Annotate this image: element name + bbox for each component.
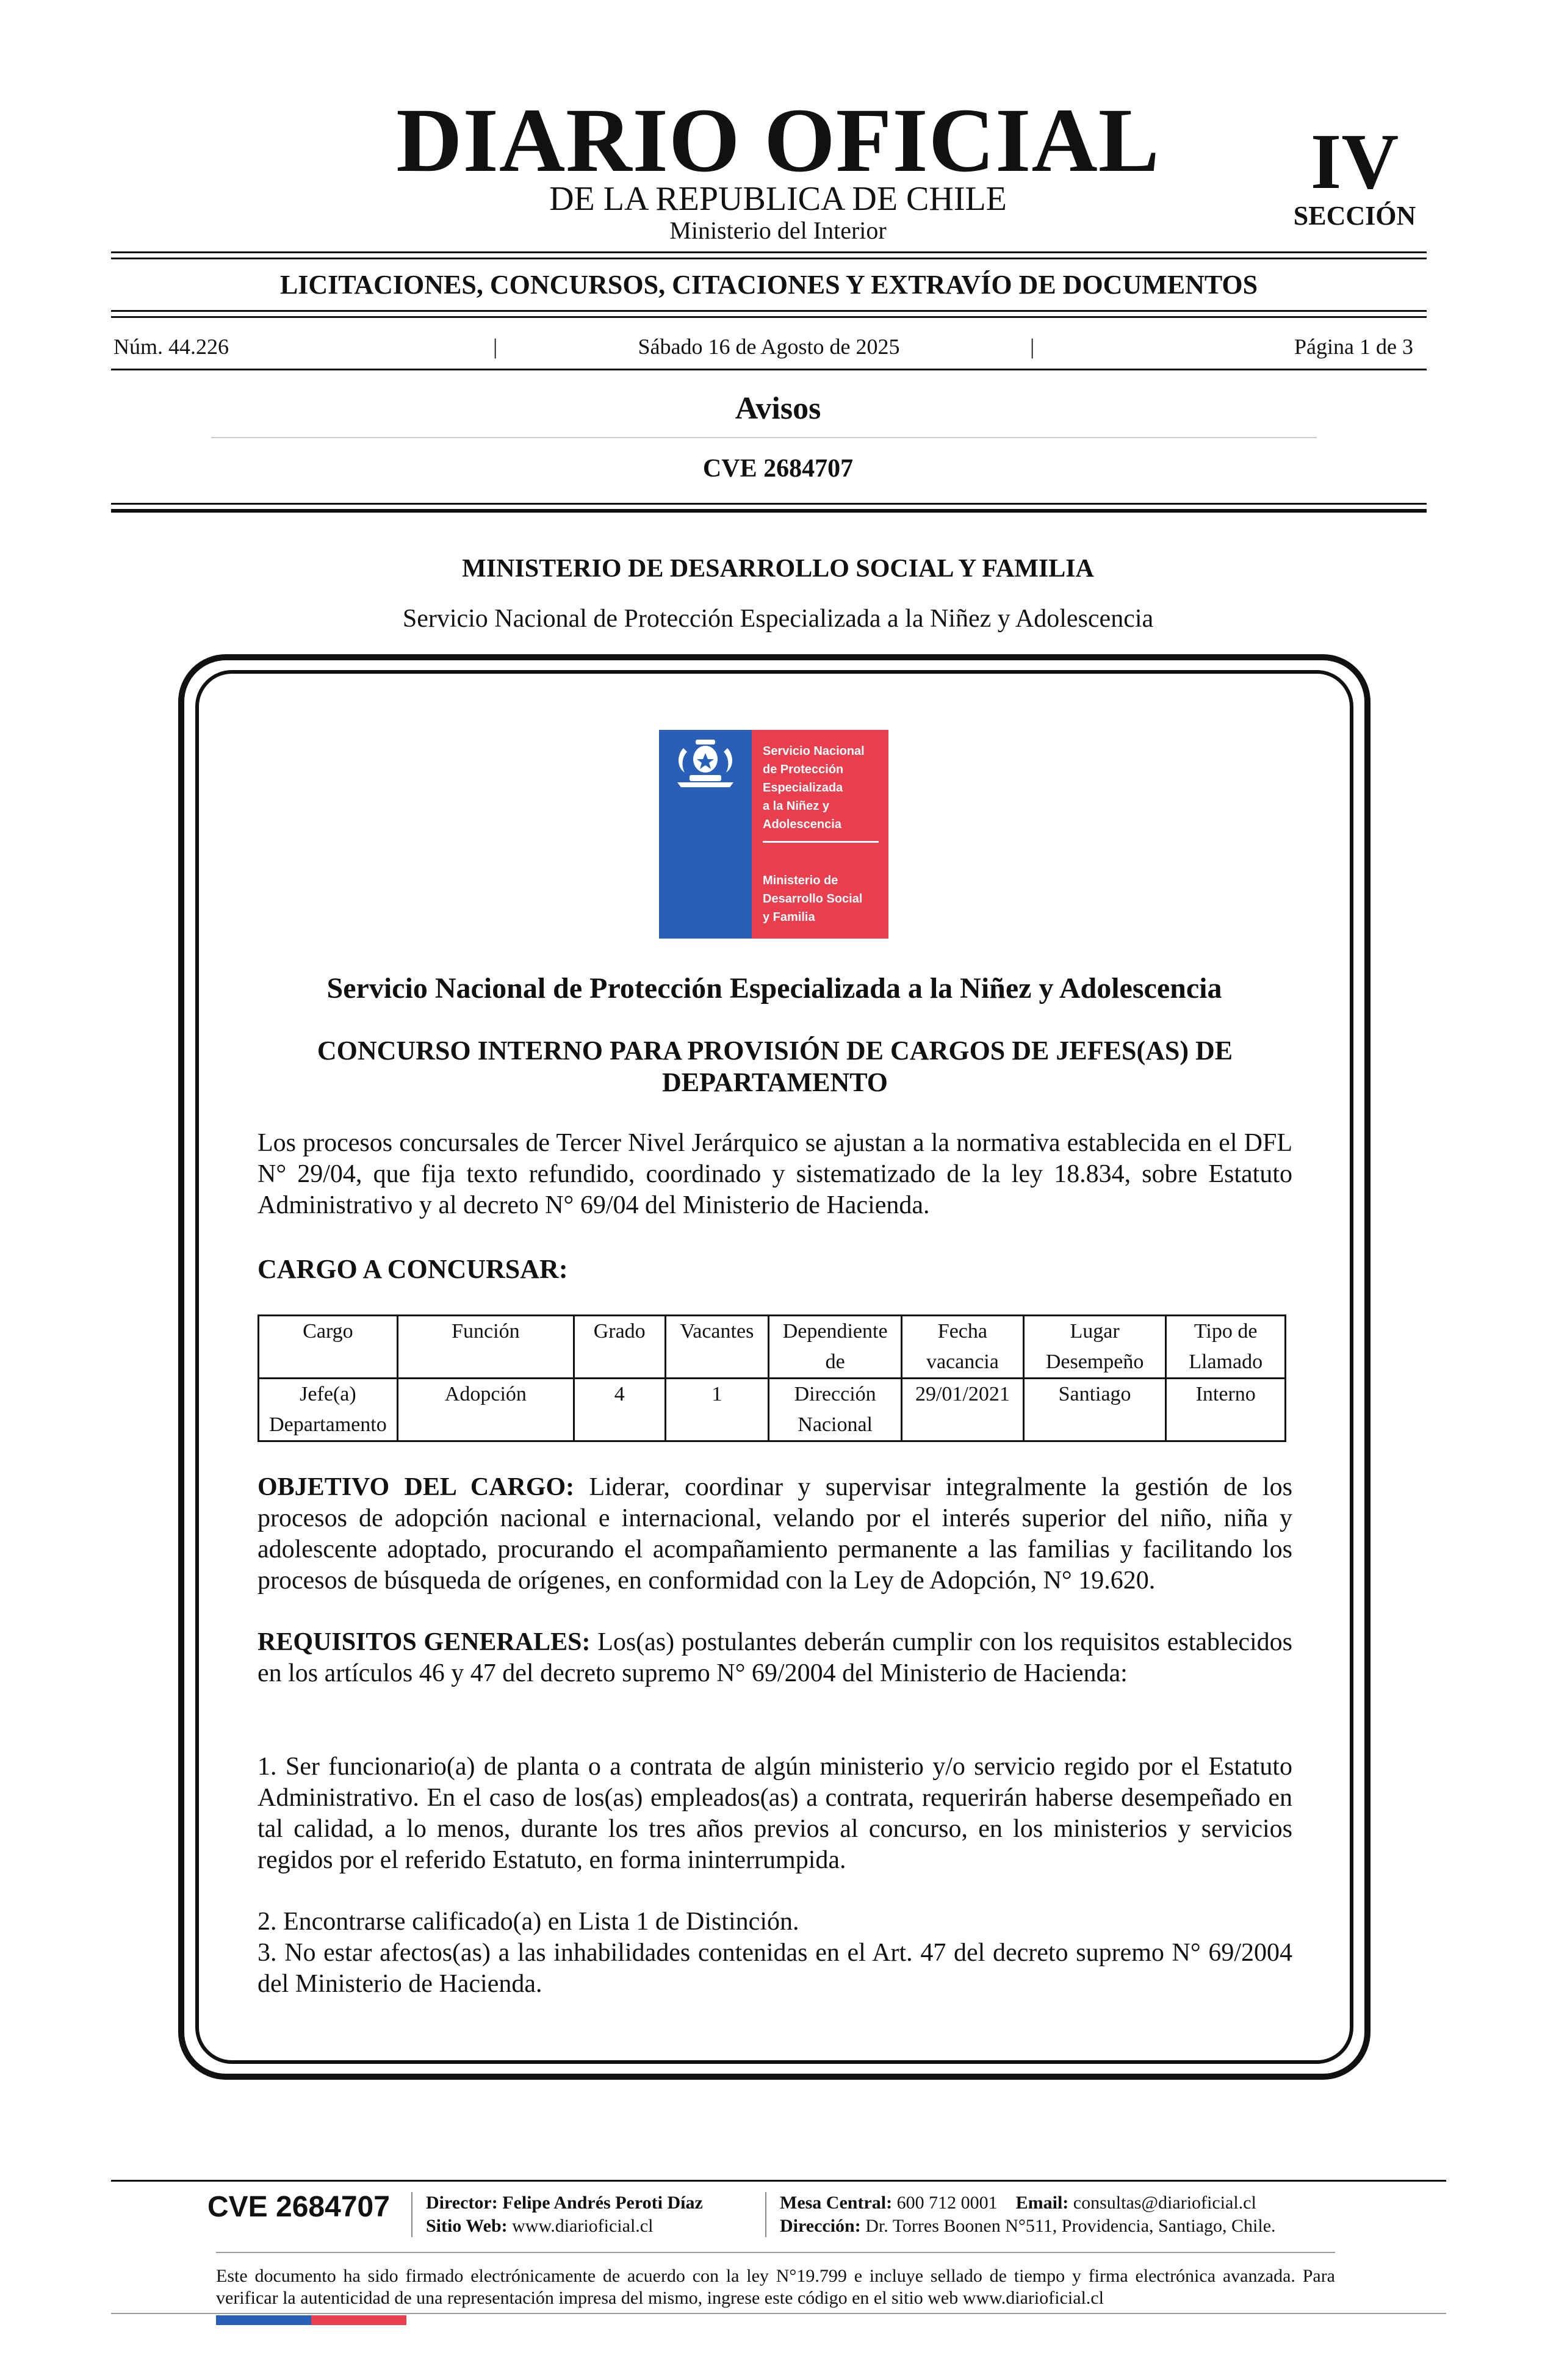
- divider: [211, 437, 1317, 438]
- footer-website: Sitio Web: www.diarioficial.cl: [426, 2216, 654, 2236]
- table-cell: 1: [665, 1379, 769, 1441]
- logo-text-line: a la Niñez y: [763, 799, 829, 813]
- logo-text-line: de Protección: [763, 763, 844, 776]
- table-header-cell: Vacantes: [665, 1316, 769, 1379]
- positions-table: [258, 1314, 1286, 1442]
- masthead-subtitle: DE LA REPUBLICA DE CHILE: [549, 180, 1007, 218]
- footer-director: Director: Felipe Andrés Peroti Díaz: [426, 2193, 703, 2213]
- chile-coat-of-arms-icon: [659, 730, 752, 809]
- logo-text-line: Ministerio de: [763, 874, 838, 887]
- issue-number: Núm. 44.226: [113, 334, 229, 359]
- objective-paragraph: [258, 1472, 1292, 1596]
- cargo-heading: CARGO A CONCURSAR:: [258, 1254, 568, 1284]
- divider: [111, 310, 1427, 312]
- divider: [111, 258, 1427, 259]
- footer-divider: [216, 2252, 1335, 2253]
- table-row: [259, 1379, 1286, 1441]
- table-cell: Dirección Nacional: [769, 1379, 902, 1441]
- footer-rule: [111, 2180, 1446, 2182]
- divider: [111, 503, 1427, 505]
- cve-code: CVE 2684707: [702, 455, 854, 483]
- flag-bar-red: [311, 2315, 406, 2325]
- logo-text-line: y Familia: [763, 911, 815, 924]
- notice-subtitle-line: DEPARTAMENTO: [661, 1067, 888, 1097]
- issue-separator: |: [493, 334, 498, 359]
- footer-address: Dirección: Dr. Torres Boonen N°511, Providencia, Santiago, Chile.: [780, 2216, 1276, 2236]
- footer-separator: [765, 2192, 766, 2237]
- requirements-paragraph: [258, 1627, 1292, 1689]
- footer-cve: CVE 2684707: [207, 2191, 390, 2223]
- logo-divider: [763, 841, 879, 843]
- table-header-cell: Fecha vacancia: [902, 1316, 1024, 1379]
- table-header-cell: Grado: [574, 1316, 665, 1379]
- footer-contact: Mesa Central: 600 712 0001 Email: consultas@diarioficial.cl: [780, 2193, 1256, 2213]
- logo-text-line: Desarrollo Social: [763, 892, 863, 906]
- requirement-item: 1. Ser funcionario(a) de planta o a contrata de algún ministerio y/o servicio regido por el Estatuto Administrativo. En el caso de los(as) empleados(as) a contrata, requerirán haberse desempeñado en tal calidad, a lo menos, durante los tres años previos al concurso, en los ministerios y servicios regidos por el referido Estatuto, en forma ininterrumpida.: [258, 1753, 1292, 1874]
- intro-paragraph: Los procesos concursales de Tercer Nivel Jerárquico se ajustan a la normativa establecida en el DFL N° 29/04, que fija texto refundido, coordinado y sistematizado de la ley 18.834, sobre Estatuto Administrativo y al decreto N° 69/04 del Ministerio de Hacienda.: [258, 1129, 1292, 1219]
- table-cell: Interno: [1166, 1379, 1286, 1441]
- notice-title: Servicio Nacional de Protección Especializada a la Niñez y Adolescencia: [326, 972, 1222, 1004]
- page-number: Página 1 de 3: [1294, 334, 1413, 359]
- requirements-text: Los(as) postulantes deberán cumplir con los requisitos establecidos en los artículos 46 y 47 del decreto supremo N° 69/2004 del Ministerio de Hacienda:: [258, 1628, 1292, 1687]
- table-cell: Jefe(a) Departamento: [259, 1379, 398, 1441]
- table-header-cell: Función: [397, 1316, 574, 1379]
- divider: [111, 316, 1427, 318]
- logo-text-line: Especializada: [763, 781, 843, 795]
- logo-text-line: Adolescencia: [763, 818, 841, 831]
- table-header-cell: Dependiente de: [769, 1316, 902, 1379]
- institution-logo: [659, 730, 888, 939]
- objective-label: OBJETIVO DEL CARGO:: [258, 1473, 575, 1501]
- issue-separator: |: [1030, 334, 1035, 359]
- service-name: Servicio Nacional de Protección Especializada a la Niñez y Adolescencia: [402, 605, 1154, 633]
- table-header-cell: Cargo: [259, 1316, 398, 1379]
- table-cell: Adopción: [397, 1379, 574, 1441]
- table-header-row: [259, 1316, 1286, 1379]
- table-header-cell: Lugar Desempeño: [1023, 1316, 1166, 1379]
- logo-text-line: Servicio Nacional: [763, 745, 865, 758]
- issue-date: Sábado 16 de Agosto de 2025: [638, 334, 900, 359]
- requirement-item: 3. No estar afectos(as) a las inhabilidades contenidas en el Art. 47 del decreto supremo N° 69/2004 del Ministerio de Hacienda.: [258, 1939, 1292, 1998]
- section-number: IV: [1310, 118, 1399, 206]
- flag-bar-blue: [216, 2315, 311, 2325]
- table-header-cell: Tipo de Llamado: [1166, 1316, 1286, 1379]
- section-label: SECCIÓN: [1293, 201, 1416, 231]
- masthead-ministry: Ministerio del Interior: [669, 217, 887, 244]
- notice-subtitle: [256, 1035, 1294, 1098]
- table-cell: 29/01/2021: [902, 1379, 1024, 1441]
- notice-subtitle-line: CONCURSO INTERNO PARA PROVISIÓN DE CARGOS DE JEFES(AS) DE: [317, 1036, 1233, 1066]
- ministry-name: MINISTERIO DE DESARROLLO SOCIAL Y FAMILIA: [462, 555, 1094, 583]
- divider: [111, 369, 1427, 370]
- divider: [111, 509, 1427, 513]
- table-cell: 4: [574, 1379, 665, 1441]
- requirement-item: 2. Encontrarse calificado(a) en Lista 1 de Distinción.: [258, 1908, 799, 1936]
- footer-separator: [411, 2192, 412, 2237]
- table-cell: Santiago: [1023, 1379, 1166, 1441]
- footer-disclaimer: Este documento ha sido firmado electrónicamente de acuerdo con la ley N°19.799 e incluye sellado de tiempo y firma electrónica avanzada. Para verificar la autenticidad de una representación impresa del mismo, ingrese este código en el sitio web www.diarioficial.cl: [216, 2266, 1335, 2308]
- objective-text: Liderar, coordinar y supervisar integralmente la gestión de los procesos de adopción nacional e internacional, velando por el interés superior del niño, niña y adolescente adoptado, procurando el acompañamiento permanente a las familias y facilitando los procesos de búsqueda de orígenes, en conformidad con la Ley de Adopción, N° 19.620.: [258, 1473, 1292, 1595]
- requirements-label: REQUISITOS GENERALES:: [258, 1628, 591, 1656]
- masthead-title: DIARIO OFICIAL: [396, 90, 1160, 191]
- logo-red-panel: [752, 730, 888, 939]
- footer-bottom-rule: [111, 2313, 1446, 2314]
- divider: [111, 251, 1427, 253]
- avisos-heading: Avisos: [735, 391, 821, 426]
- section-banner: LICITACIONES, CONCURSOS, CITACIONES Y EXTRAVÍO DE DOCUMENTOS: [279, 270, 1258, 300]
- logo-blue-panel: [659, 730, 752, 939]
